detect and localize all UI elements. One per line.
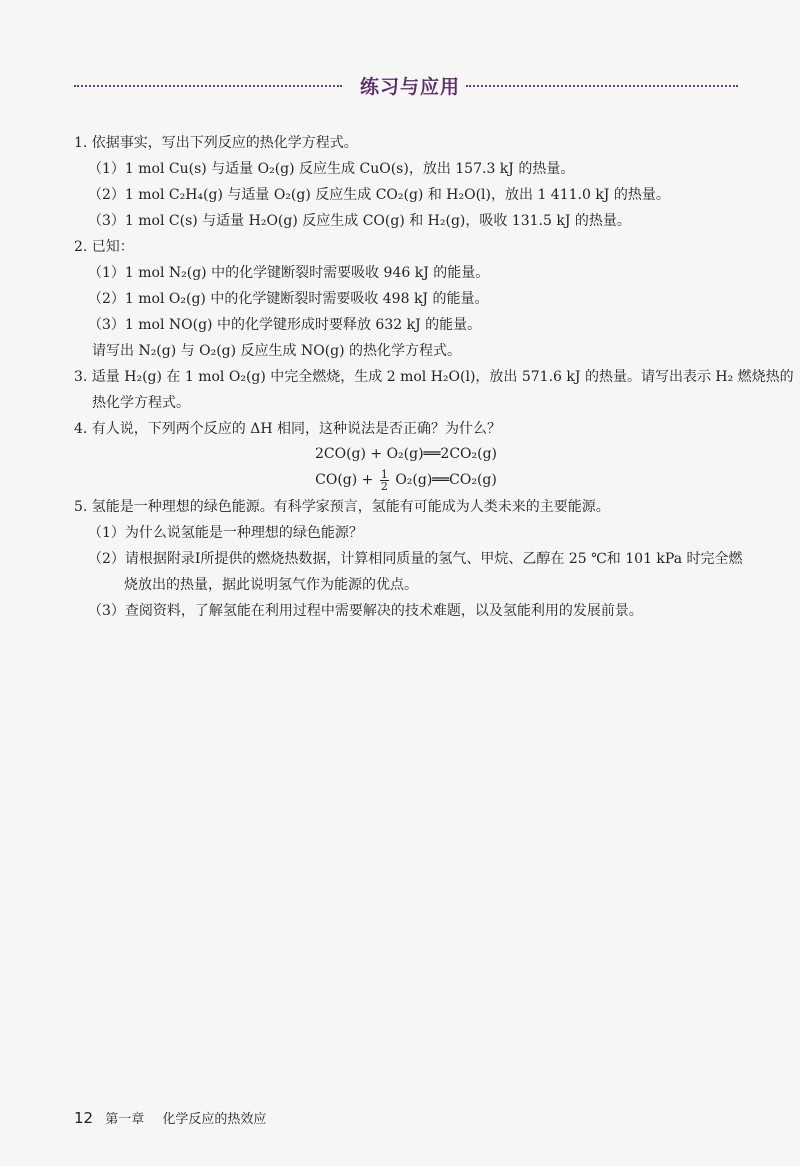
page-number: 12 [74,1109,94,1127]
question-2-ask: 请写出 N₂(g) 与 O₂(g) 反应生成 NO(g) 的热化学方程式。 [92,343,462,359]
chapter-title: 化学反应的热效应 [162,1112,267,1127]
fraction-numerator: 1 [380,467,388,481]
question-1-item-3: （3）1 mol C(s) 与适量 H₂O(g) 反应生成 CO(g) 和 H₂(g)，吸收 131.5 kJ 的热量。 [88,213,631,229]
equation-2-right: O₂(g)══CO₂(g) [395,472,497,488]
question-4-stem: 4. 有人说，下列两个反应的 ΔH 相同，这种说法是否正确？为什么？ [74,421,502,437]
section-title: 练习与应用 [359,76,460,98]
fraction-one-half [380,469,389,492]
question-5-item-2-line-2: 烧放出的热量，据此说明氢气作为能源的优点。 [124,577,418,593]
question-2-item-1: （1）1 mol N₂(g) 中的化学键断裂时需要吸收 946 kJ 的能量。 [88,265,490,281]
question-5-item-2-line-1: （2）请根据附录Ⅰ所提供的燃烧热数据，计算相同质量的氢气、甲烷、乙醇在 25 ℃和 101 kPa 时完全燃 [88,551,743,567]
page-footer [74,1108,266,1127]
equation-2 [74,466,738,494]
question-1-item-1: （1）1 mol Cu(s) 与适量 O₂(g) 反应生成 CuO(s)，放出 157.3 kJ 的热量。 [88,161,575,177]
question-2-stem: 2. 已知： [74,239,134,255]
equation-2-left: CO(g) + [315,472,374,488]
question-3-line-1: 3. 适量 H₂(g) 在 1 mol O₂(g) 中完全燃烧，生成 2 mol H₂O(l)，放出 571.6 kJ 的热量。请写出表示 H₂ 燃烧热的 [74,369,794,385]
question-2-item-2: （2）1 mol O₂(g) 中的化学键断裂时需要吸收 498 kJ 的能量。 [88,291,489,307]
question-5-item-3: （3）查阅资料，了解氢能在利用过程中需要解决的技术难题，以及氢能利用的发展前景。 [88,603,643,619]
chapter-label: 第一章 [105,1112,145,1127]
section-header [74,72,738,100]
header-dotted-rule-right [466,85,738,87]
question-3-line-2: 热化学方程式。 [92,395,190,411]
header-dotted-rule-left [74,85,342,87]
equation-1: 2CO(g) + O₂(g)══2CO₂(g) [314,446,498,462]
question-5-item-1: （1）为什么说氢能是一种理想的绿色能源？ [88,525,363,541]
question-1-stem: 1. 依据事实，写出下列反应的热化学方程式。 [74,135,358,151]
question-1-item-2: （2）1 mol C₂H₄(g) 与适量 O₂(g) 反应生成 CO₂(g) 和 H₂O(l)，放出 1 411.0 kJ 的热量。 [88,187,670,203]
question-2-item-3: （3）1 mol NO(g) 中的化学键形成时要释放 632 kJ 的能量。 [88,317,482,333]
exercise-list [74,130,794,624]
fraction-denominator: 2 [380,479,388,493]
question-5-stem: 5. 氢能是一种理想的绿色能源。有科学家预言，氢能有可能成为人类未来的主要能源。 [74,499,610,515]
